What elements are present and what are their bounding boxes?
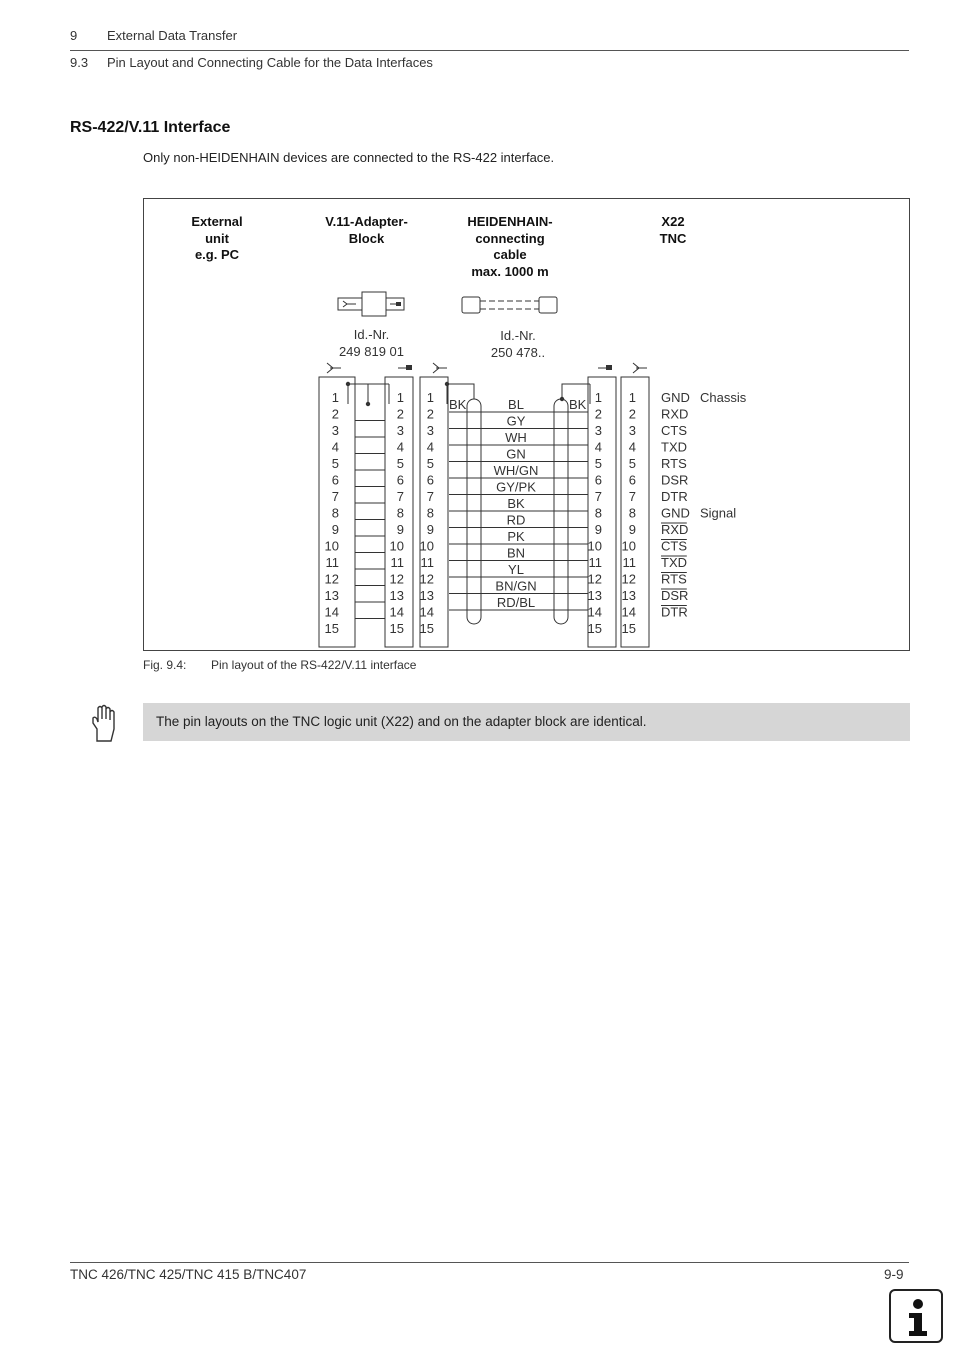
column-cable-line-4: max. 1000 m — [471, 263, 549, 279]
section-number: 9.3 — [70, 55, 89, 70]
pins-x22-5: 5 — [628, 456, 636, 471]
signal-4: TXD — [661, 439, 687, 455]
signal-8: GND — [661, 505, 690, 521]
signal-6: DSR — [661, 472, 689, 488]
cable-id-number: 250 478.. — [490, 345, 546, 360]
column-adapter-line-2: Block — [348, 230, 385, 246]
footer-rule — [70, 1262, 909, 1263]
pins-x22-14: 14 — [621, 604, 636, 620]
pins-cable-x22-3: 3 — [594, 423, 602, 438]
pins-external-2: 2 — [331, 406, 339, 422]
socket-symbol-2-body — [406, 365, 412, 370]
wire-color-6: GY/PK — [496, 479, 536, 495]
pins-x22-4: 4 — [628, 439, 636, 455]
pins-adapter-a-9: 9 — [396, 522, 404, 537]
pins-adapter-b-6: 6 — [426, 472, 434, 488]
pin-layout-figure — [143, 198, 910, 651]
pins-adapter-b-9: 9 — [426, 522, 434, 537]
pins-cable-x22-7: 7 — [594, 489, 602, 504]
pins-x22-10: 10 — [621, 538, 636, 554]
wire-color-11: YL — [508, 562, 524, 577]
pins-x22-6: 6 — [628, 472, 636, 488]
header-rule — [70, 50, 909, 51]
pins-external-10: 10 — [324, 538, 339, 554]
pins-external-15: 15 — [324, 621, 339, 636]
footer-page-number: 9-9 — [884, 1267, 904, 1282]
chassis-dot-2 — [366, 402, 370, 406]
pins-adapter-b-15: 15 — [419, 621, 434, 636]
pins-external-11: 11 — [325, 555, 339, 570]
signal-12: RTS — [661, 571, 687, 587]
adapter-plug-glyph — [343, 301, 356, 307]
pins-x22-8: 8 — [628, 505, 636, 521]
column-x22-line-2: TNC — [659, 230, 687, 246]
pins-adapter-b-1: 1 — [426, 390, 434, 405]
pins-cable-x22-10: 10 — [587, 538, 602, 554]
note-box — [143, 703, 910, 741]
signal-10: CTS — [661, 538, 687, 554]
pins-x22-1: 1 — [628, 390, 636, 405]
pins-external-9: 9 — [331, 522, 339, 537]
pins-cable-x22-1: 1 — [594, 390, 602, 405]
wire-color-7: BK — [507, 496, 525, 511]
pins-adapter-a-5: 5 — [396, 456, 404, 471]
cable-end-right — [539, 297, 557, 313]
wire-color-2: GY — [506, 413, 526, 429]
pins-adapter-a-13: 13 — [389, 588, 404, 603]
pins-cable-x22-9: 9 — [594, 522, 602, 537]
pins-cable-x22-2: 2 — [594, 406, 602, 422]
pins-adapter-a-8: 8 — [396, 505, 404, 521]
pins-cable-x22-11: 11 — [588, 555, 602, 570]
pins-adapter-a-14: 14 — [389, 604, 404, 620]
pins-cable-x22-6: 6 — [594, 472, 602, 488]
pins-cable-x22-8: 8 — [594, 505, 602, 521]
wiring-diagram — [144, 199, 909, 650]
pins-adapter-a-12: 12 — [389, 571, 404, 587]
column-adapter-line-1: V.11-Adapter- — [325, 214, 408, 229]
wire-color-12: BN/GN — [495, 578, 537, 594]
cable-line — [480, 301, 539, 309]
pins-external-14: 14 — [324, 604, 339, 620]
pins-external-6: 6 — [331, 472, 339, 488]
signal-3: CTS — [661, 423, 687, 438]
pins-adapter-a-1: 1 — [396, 390, 404, 405]
adapter-id-number: 249 819 01 — [338, 344, 405, 359]
section-title: Pin Layout and Connecting Cable for the Data Interfaces — [107, 55, 433, 70]
column-cable-line-2: connecting — [475, 230, 545, 246]
pins-adapter-b-3: 3 — [426, 423, 434, 438]
adapter-block-body — [362, 292, 386, 316]
signal-14: DTR — [661, 604, 688, 620]
pins-adapter-a-7: 7 — [396, 489, 404, 504]
pins-external-8: 8 — [331, 505, 339, 521]
pins-x22-13: 13 — [621, 588, 636, 603]
pins-cable-x22-12: 12 — [587, 571, 602, 587]
pins-adapter-b-7: 7 — [426, 489, 434, 504]
chassis-label: Chassis — [700, 390, 747, 405]
pins-cable-x22-15: 15 — [587, 621, 602, 636]
pins-adapter-b-5: 5 — [426, 456, 434, 471]
section-heading: RS-422/V.11 Interface — [70, 119, 231, 136]
pins-external-5: 5 — [331, 456, 339, 471]
cable-id-label: Id.-Nr. — [500, 328, 536, 343]
pointing-hand-icon — [88, 703, 120, 743]
pins-x22-9: 9 — [628, 522, 636, 537]
shield-right-label: BK — [569, 397, 587, 412]
pins-adapter-b-2: 2 — [426, 406, 434, 422]
wire-color-5: WH/GN — [493, 463, 539, 478]
pins-adapter-b-13: 13 — [419, 588, 434, 603]
figure-caption-text: Pin layout of the RS-422/V.11 interface — [211, 658, 417, 672]
adapter-socket-glyph-body — [396, 302, 401, 306]
column-external-line-1: External — [191, 214, 243, 229]
pins-external-7: 7 — [331, 489, 339, 504]
plug-symbol-3 — [433, 363, 447, 373]
pins-adapter-b-4: 4 — [426, 439, 434, 455]
signal-2: RXD — [661, 406, 689, 422]
pins-adapter-a-4: 4 — [396, 439, 404, 455]
wire-color-8: RD — [506, 512, 526, 528]
pins-cable-x22-4: 4 — [594, 439, 602, 455]
plug-symbol-1 — [327, 363, 341, 373]
wire-color-13: RD/BL — [496, 595, 536, 610]
pins-adapter-b-12: 12 — [419, 571, 434, 587]
wire-color-9: PK — [507, 529, 525, 544]
pins-adapter-b-8: 8 — [426, 505, 434, 521]
column-external-line-3: e.g. PC — [194, 247, 240, 262]
pins-x22-7: 7 — [628, 489, 636, 504]
pins-adapter-b-10: 10 — [419, 538, 434, 554]
pins-x22-11: 11 — [622, 555, 636, 570]
pins-x22-3: 3 — [628, 423, 636, 438]
figure-caption-label: Fig. 9.4: — [143, 658, 187, 672]
note-text: The pin layouts on the TNC logic unit (X22) and on the adapter block are identical. — [156, 714, 647, 729]
chapter-title: External Data Transfer — [107, 28, 238, 43]
pins-adapter-a-2: 2 — [396, 406, 404, 422]
column-x22-line-1: X22 — [661, 214, 685, 229]
shield-left-label: BK — [449, 397, 467, 412]
pins-cable-x22-5: 5 — [594, 456, 602, 471]
pins-cable-x22-14: 14 — [587, 604, 602, 620]
pins-external-13: 13 — [324, 588, 339, 603]
wire-color-4: GN — [506, 446, 526, 462]
pins-adapter-a-15: 15 — [389, 621, 404, 636]
pins-adapter-a-3: 3 — [396, 423, 404, 438]
pins-cable-x22-13: 13 — [587, 588, 602, 603]
pins-external-4: 4 — [331, 439, 339, 455]
cable-end-left — [462, 297, 480, 313]
pins-adapter-b-14: 14 — [419, 604, 434, 620]
pins-external-3: 3 — [331, 423, 339, 438]
pins-x22-15: 15 — [621, 621, 636, 636]
pins-adapter-a-10: 10 — [389, 538, 404, 554]
pins-x22-12: 12 — [621, 571, 636, 587]
signal-11: TXD — [661, 555, 687, 570]
wire-color-10: BN — [506, 545, 526, 561]
signal-13: DSR — [661, 588, 689, 603]
adapter-id-label: Id.-Nr. — [353, 327, 390, 342]
pins-adapter-b-11: 11 — [420, 555, 434, 570]
plug-symbol-5 — [633, 363, 647, 373]
pins-x22-2: 2 — [628, 406, 636, 422]
pins-external-12: 12 — [324, 571, 339, 587]
socket-symbol-4-body — [606, 365, 612, 370]
signal-7: DTR — [661, 489, 688, 504]
signal-5: RTS — [661, 456, 687, 471]
pins-adapter-a-11: 11 — [390, 555, 404, 570]
wire-color-1: BL — [508, 397, 524, 412]
column-cable-line-1: HEIDENHAIN- — [467, 214, 553, 229]
column-external-line-2: unit — [205, 230, 229, 246]
chapter-number: 9 — [70, 28, 78, 43]
signal-9: RXD — [661, 522, 689, 537]
shield-left-dot — [445, 382, 449, 386]
intro-text: Only non-HEIDENHAIN devices are connected to the RS-422 interface. — [143, 150, 555, 165]
pins-external-1: 1 — [331, 390, 339, 405]
pins-adapter-a-6: 6 — [396, 472, 404, 488]
info-icon — [889, 1289, 943, 1343]
signal-1: GND — [661, 390, 690, 405]
column-cable-line-3: cable — [493, 247, 527, 262]
chassis-link — [348, 384, 389, 404]
wire-color-3: WH — [505, 430, 527, 445]
signal-label: Signal — [700, 505, 737, 521]
chassis-dot-1 — [346, 382, 350, 386]
footer-models: TNC 426/TNC 425/TNC 415 B/TNC407 — [70, 1267, 307, 1282]
